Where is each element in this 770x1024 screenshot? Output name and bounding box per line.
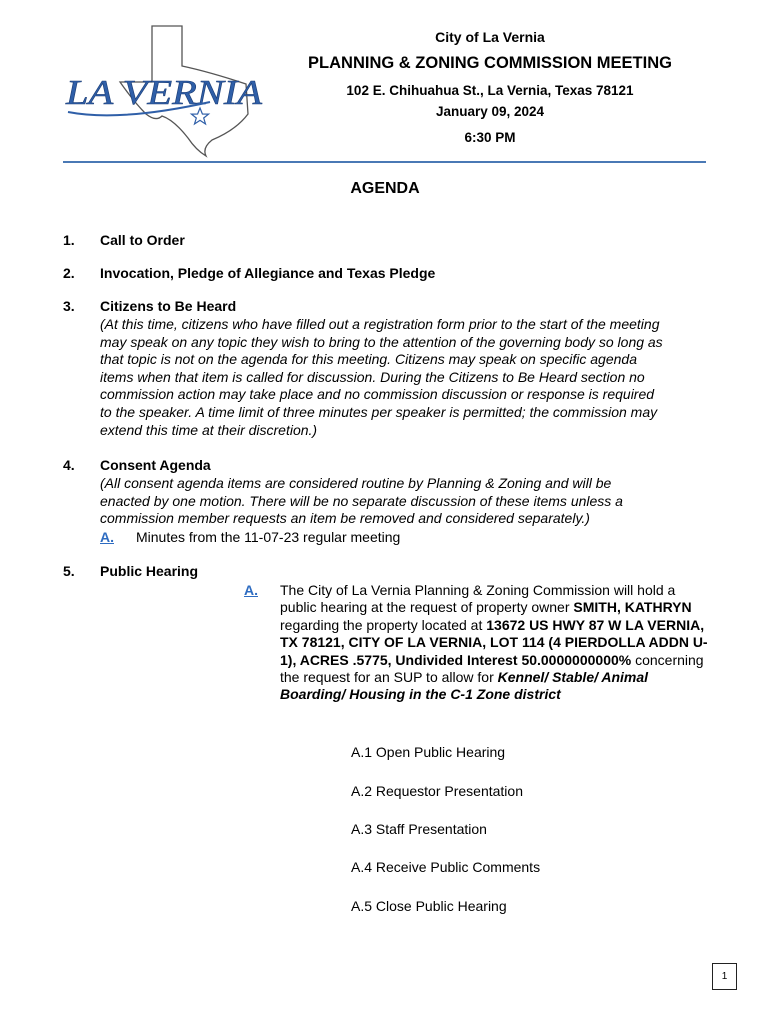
la-vernia-logo — [60, 22, 270, 158]
note-line: extend this time at their discretion.) — [100, 421, 318, 438]
item-number: 5. — [63, 563, 75, 579]
item-number: 4. — [63, 457, 75, 473]
hearing-text: regarding the property located at — [280, 616, 487, 633]
consent-item-a-link[interactable]: A. — [100, 529, 114, 545]
hearing-step: A.3 Staff Presentation — [351, 821, 487, 837]
meeting-time: 6:30 PM — [464, 130, 516, 145]
item-title-call-to-order: Call to Order — [100, 232, 185, 248]
page-number: 1 — [712, 963, 737, 990]
public-hearing-description — [280, 582, 712, 704]
sup-use: Kennel/ Stable/ Animal Boarding/ Housing in the C-1 Zone district — [280, 669, 649, 703]
note-line: that topic is not on the agenda for this meeting. Citizens may speak on specific agenda — [100, 351, 637, 368]
header-divider — [63, 161, 706, 163]
citizens-heard-note — [100, 316, 712, 439]
item-number: 3. — [63, 298, 75, 314]
note-line: to the speaker. A time limit of three minutes per speaker is permitted; the commission may — [100, 403, 658, 420]
hearing-text: The City of La Vernia Planning & Zoning Commission will hold a public hearing at the request of property owner — [280, 582, 676, 616]
hearing-step: A.2 Requestor Presentation — [351, 783, 523, 799]
hearing-step: A.1 Open Public Hearing — [351, 744, 506, 760]
note-line: may speak on any topic they wish to bring to the attention of the governing body so long as — [100, 333, 663, 350]
hearing-step: A.5 Close Public Hearing — [351, 898, 507, 914]
agenda-title: AGENDA — [350, 180, 420, 197]
item-number: 1. — [63, 232, 75, 248]
logo-text: LA VERNIA — [64, 73, 263, 112]
consent-agenda-note — [100, 475, 712, 528]
item-title-invocation: Invocation, Pledge of Allegiance and Texas Pledge — [100, 265, 436, 281]
note-line: commission action may take place and no commission discussion or response is required — [100, 386, 655, 403]
owner-name: SMITH, KATHRYN — [573, 599, 692, 616]
note-line: (All consent agenda items are considered routine by Planning & Zoning and will be — [100, 475, 612, 491]
public-hearing-a-link[interactable]: A. — [244, 582, 258, 598]
item-title-public-hearing: Public Hearing — [100, 563, 199, 579]
city-name: City of La Vernia — [435, 29, 545, 45]
note-line: enacted by one motion. There will be no separate discussion of these items unless a — [100, 492, 623, 509]
meeting-title: PLANNING & ZONING COMMISSION MEETING — [308, 54, 672, 72]
item-title-citizens-heard: Citizens to Be Heard — [100, 298, 237, 314]
note-line: commission member requests an item be removed and considered separately.) — [100, 510, 590, 527]
item-number: 2. — [63, 265, 75, 281]
hearing-step: A.4 Receive Public Comments — [351, 859, 541, 875]
item-title-consent-agenda: Consent Agenda — [100, 457, 211, 473]
property-address: 13672 US HWY 87 W LA VERNIA, TX 78121, CITY OF LA VERNIA, LOT 114 (4 PIERDOLLA ADDN U-1), ACRES .5775, Undivided Interest 50.0000000000% — [280, 616, 708, 668]
meeting-address: 102 E. Chihuahua St., La Vernia, Texas 78121 — [346, 83, 634, 98]
consent-item-a-text: Minutes from the 11-07-23 regular meeting — [136, 529, 401, 545]
meeting-date: January 09, 2024 — [435, 104, 545, 119]
hearing-text: concerning the request for an SUP to allow for — [280, 651, 704, 686]
note-line: items when that item is called for discussion. During the Citizens to Be Heard section no — [100, 368, 645, 385]
note-line: (At this time, citizens who have filled out a registration form prior to the start of the meeting — [100, 316, 660, 332]
